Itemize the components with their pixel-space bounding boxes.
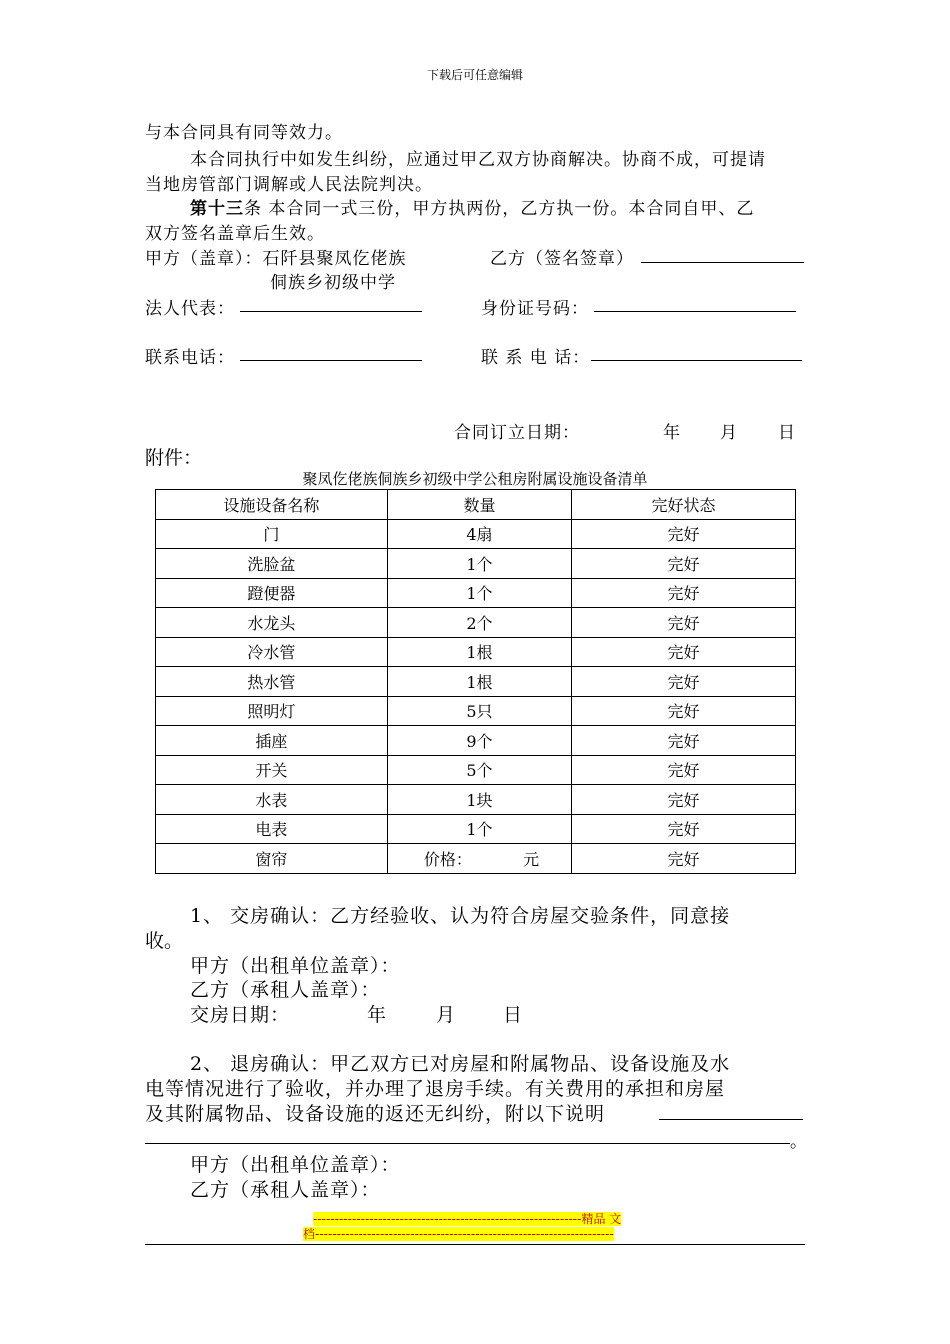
table-row bbox=[156, 785, 796, 815]
id-number-label: 身份证号码： bbox=[481, 299, 589, 319]
cell-name: 插座 bbox=[156, 726, 388, 756]
party-a-line2: 侗族乡初级中学 bbox=[270, 273, 396, 293]
phone-a-label: 联系电话： bbox=[145, 348, 235, 368]
header-quantity: 数量 bbox=[387, 490, 571, 520]
para-line-1: 与本合同具有同等效力。 bbox=[145, 123, 343, 143]
cell-status: 完好 bbox=[572, 755, 796, 785]
cell-status: 完好 bbox=[572, 696, 796, 726]
cell-name: 开关 bbox=[156, 755, 388, 785]
handover-date-day: 日 bbox=[503, 1004, 523, 1026]
cell-name: 水表 bbox=[156, 785, 388, 815]
checkout-item-line3: 及其附属物品、设备设施的返还无纠纷，附以下说明 bbox=[145, 1103, 606, 1125]
footer-watermark-line1: --------------------------------------------------------------精品 文 bbox=[313, 1212, 622, 1226]
handover-date-label: 交房日期： bbox=[190, 1004, 291, 1026]
cell-status: 完好 bbox=[572, 578, 796, 608]
cell-status: 完好 bbox=[572, 637, 796, 667]
cell-quantity: 1块 bbox=[387, 785, 571, 815]
table-row bbox=[156, 637, 796, 667]
contract-date-year: 年 bbox=[663, 423, 681, 443]
cell-name: 蹬便器 bbox=[156, 578, 388, 608]
cell-name: 电表 bbox=[156, 814, 388, 844]
cell-status: 完好 bbox=[572, 814, 796, 844]
footer-watermark-line2: 档--------------------------------------------------------------------- bbox=[303, 1227, 614, 1241]
cell-quantity: 1根 bbox=[387, 637, 571, 667]
cell-name: 冷水管 bbox=[156, 637, 388, 667]
party-a-label: 甲方（盖章）：石阡县聚凤仡佬族 bbox=[145, 249, 407, 269]
handover-date-year: 年 bbox=[367, 1004, 387, 1026]
handover-item-line1: 1、 交房确认：乙方经验收、认为符合房屋交验条件，同意接 bbox=[190, 905, 731, 927]
id-number-line bbox=[594, 311, 796, 312]
cell-price bbox=[387, 844, 571, 874]
phone-a-line bbox=[240, 360, 422, 361]
header-name: 设施设备名称 bbox=[156, 490, 388, 520]
cell-status: 完好 bbox=[572, 844, 796, 874]
legal-rep-label: 法人代表： bbox=[145, 299, 235, 319]
cell-quantity: 4扇 bbox=[387, 519, 571, 549]
equipment-table bbox=[155, 489, 796, 874]
legal-rep-line bbox=[240, 311, 422, 312]
table-header-row bbox=[156, 490, 796, 520]
party-b-label: 乙方（签名签章） bbox=[490, 249, 634, 269]
phone-b-line bbox=[591, 360, 802, 361]
cell-name: 水龙头 bbox=[156, 608, 388, 638]
header-status: 完好状态 bbox=[572, 490, 796, 520]
party-b-signature-line bbox=[641, 262, 804, 263]
cell-status: 完好 bbox=[572, 519, 796, 549]
cell-name: 照明灯 bbox=[156, 696, 388, 726]
cell-quantity: 1个 bbox=[387, 549, 571, 579]
article-number: 第十三 bbox=[190, 199, 244, 219]
table-row bbox=[156, 755, 796, 785]
checkout-note-line bbox=[659, 1119, 803, 1120]
cell-quantity: 1个 bbox=[387, 814, 571, 844]
cell-name: 热水管 bbox=[156, 667, 388, 697]
checkout-period: 。 bbox=[790, 1132, 807, 1152]
handover-party-a: 甲方（出租单位盖章）： bbox=[190, 955, 401, 977]
cell-quantity: 9个 bbox=[387, 726, 571, 756]
table-row bbox=[156, 814, 796, 844]
price-label: 价格： bbox=[423, 849, 472, 869]
table-row bbox=[156, 726, 796, 756]
contract-date-label: 合同订立日期： bbox=[454, 423, 580, 443]
handover-date-month: 月 bbox=[436, 1004, 456, 1026]
checkout-note-line-2 bbox=[145, 1143, 790, 1144]
cell-quantity: 1个 bbox=[387, 578, 571, 608]
para-line-5: 双方签名盖章后生效。 bbox=[145, 224, 325, 244]
phone-b-label: 联 系 电 话： bbox=[481, 348, 591, 368]
cell-quantity: 5个 bbox=[387, 755, 571, 785]
contract-date-day: 日 bbox=[778, 423, 796, 443]
contract-date-month: 月 bbox=[720, 423, 738, 443]
handover-item-line2: 收。 bbox=[145, 930, 184, 952]
cell-name: 窗帘 bbox=[156, 844, 388, 874]
cell-name: 洗脸盆 bbox=[156, 549, 388, 579]
checkout-party-b: 乙方（承租人盖章）： bbox=[190, 1179, 381, 1201]
table-row bbox=[156, 549, 796, 579]
cell-status: 完好 bbox=[572, 726, 796, 756]
table-row bbox=[156, 578, 796, 608]
cell-status: 完好 bbox=[572, 549, 796, 579]
cell-status: 完好 bbox=[572, 667, 796, 697]
cell-quantity: 5只 bbox=[387, 696, 571, 726]
para-line-3: 当地房管部门调解或人民法院判决。 bbox=[145, 175, 433, 195]
table-title: 聚凤仡佬族侗族乡初级中学公租房附属设施设备清单 bbox=[302, 470, 648, 488]
para-line-2: 本合同执行中如发生纠纷，应通过甲乙双方协商解决。协商不成，可提请 bbox=[190, 150, 766, 170]
page-header: 下载后可任意编辑 bbox=[426, 68, 523, 82]
article-13 bbox=[190, 194, 754, 219]
footer-rule bbox=[145, 1244, 805, 1245]
checkout-item-line2: 电等情况进行了验收，并办理了退房手续。有关费用的承担和房屋 bbox=[145, 1078, 726, 1100]
table-row bbox=[156, 844, 796, 874]
article-text: 条 本合同一式三份，甲方执两份，乙方执一份。本合同自甲、乙 bbox=[244, 199, 755, 219]
cell-quantity: 2个 bbox=[387, 608, 571, 638]
table-row bbox=[156, 667, 796, 697]
checkout-party-a: 甲方（出租单位盖章）： bbox=[190, 1154, 401, 1176]
table-row bbox=[156, 696, 796, 726]
handover-party-b: 乙方（承租人盖章）： bbox=[190, 979, 381, 1001]
table-row bbox=[156, 519, 796, 549]
table-row bbox=[156, 608, 796, 638]
cell-status: 完好 bbox=[572, 785, 796, 815]
checkout-item-line1: 2、 退房确认：甲乙双方已对房屋和附属物品、设备设施及水 bbox=[190, 1053, 731, 1075]
attachment-label: 附件： bbox=[145, 447, 203, 469]
cell-name: 门 bbox=[156, 519, 388, 549]
price-unit: 元 bbox=[523, 849, 540, 869]
cell-quantity: 1根 bbox=[387, 667, 571, 697]
cell-status: 完好 bbox=[572, 608, 796, 638]
